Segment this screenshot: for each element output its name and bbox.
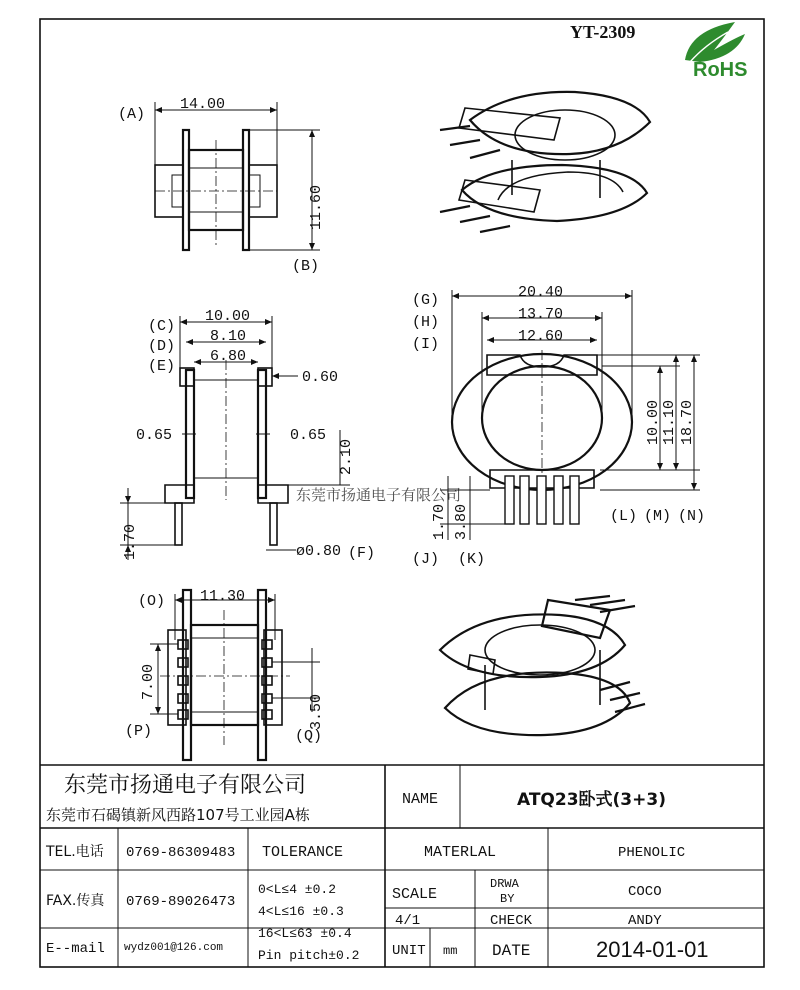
dim-label-m: (M): [644, 508, 672, 525]
dim-label-b: (B): [292, 258, 320, 275]
view-bottom: [125, 588, 325, 760]
email-label: E--mail: [46, 941, 105, 957]
watermark: 东莞市扬通电子有限公司: [296, 486, 462, 504]
dim-14-00: 14.00: [180, 96, 226, 113]
date-value: 2014-01-01: [596, 937, 709, 962]
title-block: [40, 765, 764, 967]
check-value: ANDY: [628, 913, 662, 929]
check-label: CHECK: [490, 913, 533, 929]
dim-18-70: 18.70: [679, 399, 696, 445]
dim-label-d: (D): [148, 338, 176, 355]
dim-label-f: (F): [348, 545, 376, 562]
name-label: NAME: [402, 791, 439, 808]
dim-13-70: 13.70: [518, 306, 564, 323]
tolerance-1: 0<L≤4 ±0.2: [258, 882, 337, 897]
dim-label-g: (G): [412, 292, 440, 309]
tolerance-4: Pin pitch±0.2: [258, 948, 360, 963]
pin-2: [520, 476, 529, 524]
dim-8-10: 8.10: [210, 328, 247, 345]
date-label: DATE: [492, 942, 531, 960]
dim-6-80: 6.80: [210, 348, 247, 365]
dim-3-50: 3.50: [308, 693, 325, 730]
fax-value: 0769-89026473: [126, 894, 236, 910]
dim-label-h: (H): [412, 314, 440, 331]
dim-1-70-right: 1.70: [431, 503, 448, 540]
drawn-label-1: DRWA: [490, 877, 519, 891]
iso-view-top: [440, 92, 650, 232]
unit-value: mm: [443, 944, 458, 958]
fax-label: FAX.传真: [46, 893, 105, 909]
dim-label-o: (O): [138, 593, 166, 610]
dim-11-60: 11.60: [308, 184, 325, 230]
model-number: YT-2309: [570, 22, 636, 42]
dim-1-70-left: 1.70: [122, 523, 139, 560]
dim-label-c: (C): [148, 318, 176, 335]
dim-label-k: (K): [458, 551, 486, 568]
dim-label-e: (E): [148, 358, 176, 375]
scale-value: 4/1: [395, 913, 421, 929]
company-address: 东莞市石碣镇新风西路107号工业园A栋: [46, 806, 310, 824]
material-value: PHENOLIC: [618, 845, 686, 861]
pin-3: [537, 476, 546, 524]
rohs-text: RoHS: [693, 59, 748, 81]
email-value: wydz001@126.com: [124, 942, 224, 954]
dim-0-65-left: 0.65: [136, 427, 173, 444]
dim-0-60: 0.60: [302, 369, 339, 386]
dim-label-n: (N): [678, 508, 706, 525]
dim-11-10: 11.10: [661, 399, 678, 445]
view-front-section: [120, 308, 375, 562]
dim-2-10: 2.10: [338, 438, 355, 475]
tel-label: TEL.电话: [46, 844, 104, 860]
rohs-logo: [685, 22, 747, 81]
iso-view-bottom: [440, 596, 645, 735]
tolerance-2: 4<L≤16 ±0.3: [258, 904, 344, 919]
company-name: 东莞市扬通电子有限公司: [64, 773, 307, 798]
scale-label: SCALE: [392, 886, 438, 903]
name-value: ATQ23卧式(3+3): [517, 790, 666, 810]
dim-label-i: (I): [412, 336, 440, 353]
dim-7-00: 7.00: [140, 663, 157, 700]
dim-20-40: 20.40: [518, 284, 564, 301]
drawn-value: COCO: [628, 884, 662, 900]
dim-label-p: (P): [125, 723, 153, 740]
dim-label-a: (A): [118, 106, 146, 123]
material-label: MATERLAL: [424, 844, 497, 861]
dim-0-65-right: 0.65: [290, 427, 327, 444]
dim-label-q: (Q): [295, 728, 323, 745]
dim-3-80: 3.80: [453, 503, 470, 540]
dim-12-60: 12.60: [518, 328, 564, 345]
dim-label-l: (L): [610, 508, 638, 525]
dim-label-j: (J): [412, 551, 440, 568]
pin-5: [570, 476, 579, 524]
pin-1: [505, 476, 514, 524]
tel-value: 0769-86309483: [126, 845, 236, 861]
view-front-oval: [412, 284, 705, 568]
dim-10-00-v: 10.00: [645, 399, 662, 445]
unit-label: UNIT: [392, 943, 426, 959]
dim-10-00: 10.00: [205, 308, 251, 325]
pin-4: [554, 476, 563, 524]
tolerance-3: 16<L≤63 ±0.4: [258, 926, 352, 941]
dim-11-30: 11.30: [200, 588, 246, 605]
tolerance-label: TOLERANCE: [262, 844, 344, 861]
dim-pin-diameter: ø0.80: [296, 543, 342, 560]
drawn-label-2: BY: [500, 892, 515, 906]
view-side-top: [118, 96, 325, 275]
